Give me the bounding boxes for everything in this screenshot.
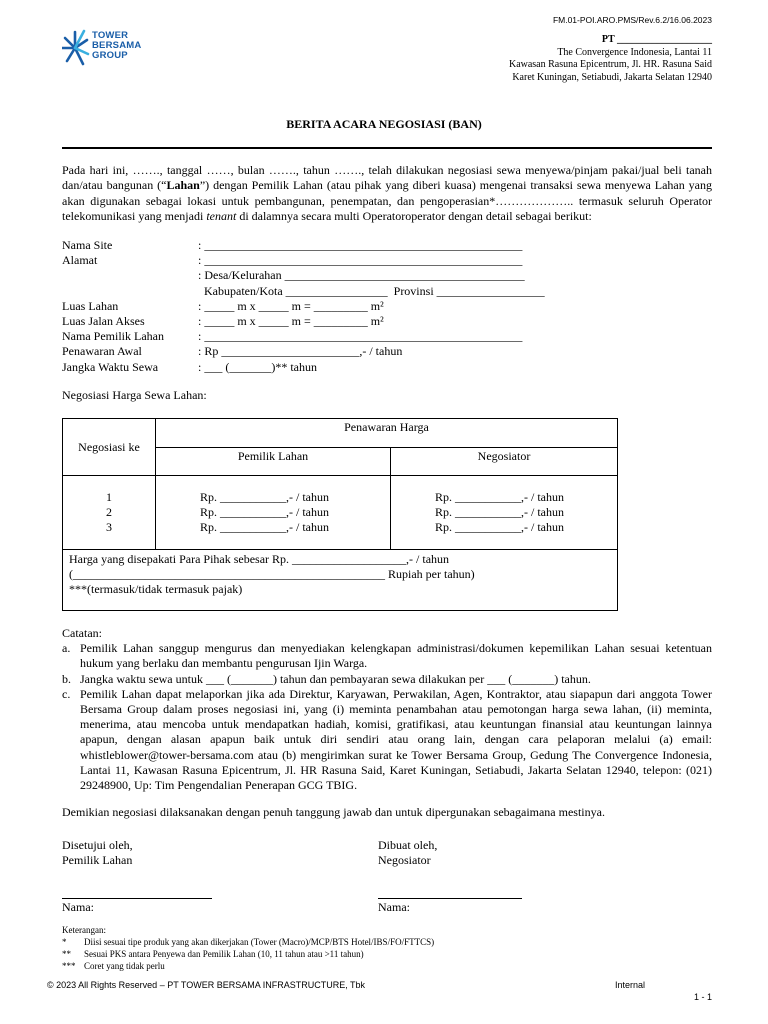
agreed-price: Harga yang disepakati Para Pihak sebesar Rp. ___________________,- / tahun [69,552,450,566]
intro-part-1: Pada hari ini, ……., tanggal ……, bulan ……., tahun ……., telah dilakukan negosiasi sewa menyewa/pinjam pakai/jual beli tanah dan/atau bangunan (“ [62,163,712,193]
note-symbol: ** [62,949,71,959]
catatan-list [62,641,712,793]
pemilik-offer: Rp. ___________,- / tahun [200,520,329,535]
note-text: Sesuai PKS antara Penyewa dan Pemilik Lahan (10, 11 tahun atau >11 tahun) [84,949,364,959]
intro-lahan: Lahan [166,178,200,193]
title-divider [62,147,712,149]
col-penawaran-harga: Penawaran Harga [156,419,618,448]
tax-note: ***(termasuk/tidak termasuk pajak) [69,582,243,597]
logo-line-2: BERSAMA [92,40,142,51]
col-pemilik-lahan: Pemilik Lahan [156,448,391,476]
signature-left [62,838,133,868]
logo-line-3: GROUP [92,50,128,61]
page-number: 1 - 1 [693,992,712,1002]
signature-right [378,838,437,868]
logo-wordmark [92,31,141,61]
sig-left-name: Nama: [62,900,94,914]
field-value: : Desa/Kelurahan ________________________________________ [198,268,525,283]
note-symbol: *** [62,961,76,971]
catatan-marker: a. [62,641,71,656]
address-line-1: The Convergence Indonesia, Lantai 11 [557,46,712,58]
field-value: : ___ (_______)** tahun [198,359,317,374]
negotiation-no: 1 [106,489,112,504]
sig-right-line2: Negosiator [378,853,431,868]
negotiation-numbers [63,476,156,550]
catatan-item [62,687,712,793]
form-code: FM.01-POI.ARO.PMS/Rev.6.2/16.06.2023 [552,15,712,25]
field-label: Penawaran Awal [62,344,142,359]
intro-part-2: ”) dengan Pemilik Lahan (atau pihak yang diberi kuasa) mengenai transaksi sewa menyewa Lahan yang akan digunakan sebagai lokasi untuk pembangunan, penempatan, dan pengoperasian*……………….. termasuk seluruh Operator telekomunikasi yang menjadi [62,178,712,224]
note-text: Coret yang tidak perlu [84,961,165,971]
negotiation-title: Negosiasi Harga Sewa Lahan: [62,388,207,402]
address-line-2: Kawasan Rasuna Epicentrum, Jl. HR. Rasuna Said [508,59,712,70]
negotiation-no: 3 [106,520,112,535]
catatan-item [62,672,712,687]
field-value: : Rp _______________________,- / tahun [198,344,403,359]
agreed-price-words: (____________________________________________________ Rupiah per tahun) [69,567,475,582]
negosiator-offers [391,476,618,550]
catatan-section [62,626,712,793]
negotiation-table [62,418,618,611]
negosiator-offer: Rp. ___________,- / tahun [435,520,564,535]
sig-left-line2: Pemilik Lahan [62,853,133,868]
document-title: BERITA ACARA NEGOSIASI (BAN) [286,117,482,131]
col-negosiasi-ke: Negosiasi ke [63,419,156,476]
signature-line-right [378,898,522,899]
intro-tenant: tenant [206,209,237,224]
signature-line-left [62,898,212,899]
field-label: Nama Site [62,238,113,252]
catatan-text: Pemilik Lahan dapat melaporkan jika ada Direktur, Karyawan, Perwakilan, Agen, Kontraktor, atau siapapun dari anggota Tower Bersama Group dalam proses negosiasi ini, yang (i) meminta penambahan atau pemotongan harga sewa lahan, (ii) meminta, menerima, atau mencoba untuk mendapatkan hadiah, komisi, gratifikasi, atau keuntungan finansial atau keuntungan lainnya apapun, dengan alasan apapun baik untuk diri sendiri atau orang lain, dengan cara pelaporan melalui (a) email: whistleblower@tower-bersama.com atau (b) mengirimkan surat ke Tower Bersama Group, Gedung The Convergence Indonesia, Lantai 11, Kawasan Rasuna Epicentrum, Jl. HR Rasuna Said, Karet Kuningan, Setiabudi, Jakarta Selatan 12940, telepon: (021) 29248900, Up: Tim Pengendalian Penerapan GCG TBIG. [80,686,712,793]
note-row [62,948,434,960]
closing-statement: Demikian negosiasi dilaksanakan dengan penuh tanggung jawab dan untuk dipergunakan sebagaimana mestinya. [62,805,605,819]
note-text: Diisi sesuai tipe produk yang akan dikerjakan (Tower (Macro)/MCP/BTS Hotel/IBS/FO/FTTCS) [84,937,435,947]
negotiation-no: 2 [106,504,112,519]
catatan-marker: c. [62,686,71,701]
col-negosiator: Negosiator [391,448,618,476]
sig-right-line1: Dibuat oleh, [378,838,438,852]
field-label: Nama Pemilik Lahan [62,329,164,344]
pt-field: PT ___________________ [601,34,712,45]
catatan-text: Jangka waktu sewa untuk ___ (_______) tahun dan pembayaran sewa dilakukan per ___ (_______) tahun. [80,671,591,686]
negosiator-offer: Rp. ___________,- / tahun [435,489,564,504]
field-value: : _____ m x _____ m = _________ m² [198,313,384,328]
field-value: : _____ m x _____ m = _________ m² [198,298,384,313]
catatan-item [62,641,712,671]
catatan-marker: b. [62,671,71,686]
catatan-text: Pemilik Lahan sanggup mengurus dan menyediakan kelengkapan administrasi/dokumen kepemilikan Lahan sesuai ketentuan hukum yang berlaku dan membantu pengurusan Ijin Warga. [80,641,712,671]
sig-left-line1: Disetujui oleh, [62,838,133,852]
notes-title: Keterangan: [62,925,106,935]
field-value: : _____________________________________________________ [198,253,523,268]
field-label: Jangka Waktu Sewa [62,359,159,374]
pemilik-offer: Rp. ___________,- / tahun [200,504,329,519]
pemilik-offers [156,476,391,550]
field-label: Luas Jalan Akses [62,313,145,328]
note-symbol: * [62,937,67,947]
note-row [62,936,434,948]
footer-copyright: © 2023 All Rights Reserved – PT TOWER BERSAMA INFRASTRUCTURE, Tbk [47,980,366,990]
field-label: Luas Lahan [62,298,119,313]
keterangan-notes [62,924,434,972]
agreed-price-cell [63,550,618,611]
company-address [509,34,712,84]
address-line-3: Karet Kuningan, Setiabudi, Jakarta Selatan 12940 [512,71,712,83]
field-value: Kabupaten/Kota _________________ Provinsi __________________ [198,283,545,298]
field-value: : _____________________________________________________ [198,238,523,252]
field-value: : _____________________________________________________ [198,329,523,344]
intro-paragraph [62,163,712,225]
field-label: Alamat [62,253,98,268]
logo-line-1: TOWER [92,30,129,41]
note-row [62,960,434,972]
sig-right-name: Nama: [378,900,410,914]
intro-part-3: di dalamnya secara multi Operatoroperator dengan detail sebagai berikut: [236,209,592,224]
catatan-title: Catatan: [62,626,102,640]
footer-classification: Internal [615,980,646,990]
negosiator-offer: Rp. ___________,- / tahun [435,504,564,519]
pemilik-offer: Rp. ___________,- / tahun [200,489,329,504]
